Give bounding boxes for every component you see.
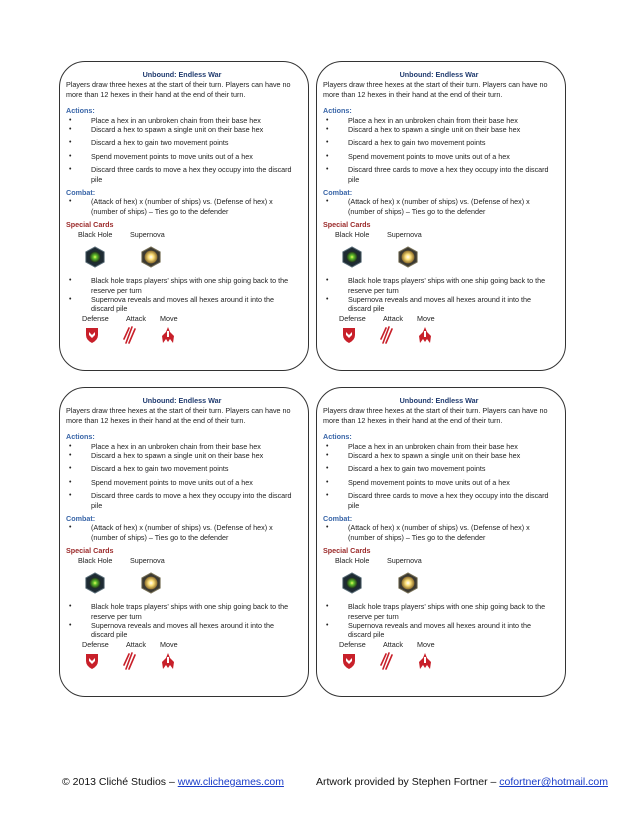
defense-label: Defense <box>82 313 109 323</box>
bullet: • <box>326 478 329 486</box>
move-label: Move <box>417 313 435 323</box>
special-item <box>323 602 555 621</box>
supernova-label: Supernova <box>130 555 165 565</box>
combat-heading: Combat: <box>66 188 96 198</box>
bullet: • <box>69 603 72 611</box>
claw-icon <box>122 652 138 670</box>
stat-icons <box>66 651 298 671</box>
bullet: • <box>69 442 72 450</box>
action-text: Place a hex in an unbroken chain from their base hex <box>91 441 261 451</box>
claw-icon <box>379 326 395 344</box>
stat-labels <box>323 314 555 323</box>
action-text: Place a hex in an unbroken chain from their base hex <box>348 115 518 125</box>
bullet: • <box>326 442 329 450</box>
bullet: • <box>326 492 329 500</box>
action-item <box>66 165 298 184</box>
black-hole-icon <box>84 572 106 594</box>
bullet: • <box>69 166 72 174</box>
card-intro: Players draw three hexes at the start of their turn. Players can have no more than 12 hexes in their hand at the end of their turn. <box>323 406 548 425</box>
black-hole-label: Black Hole <box>78 229 113 239</box>
move-label: Move <box>160 639 178 649</box>
move-label: Move <box>417 639 435 649</box>
special-text: Black hole traps players’ ships with one ship going back to the reserve per turn <box>348 276 546 295</box>
combat-text: (Attack of hex) x (number of ships) vs. (Defense of hex) x (number of ships) – Ties go to the defender <box>348 523 530 542</box>
action-item <box>323 138 555 147</box>
special-heading: Special Cards <box>66 546 114 556</box>
card-title: Unbound: Endless War <box>399 396 479 405</box>
defense-label: Defense <box>82 639 109 649</box>
card-intro: Players draw three hexes at the start of their turn. Players can have no more than 12 hexes in their hand at the end of their turn. <box>66 80 291 99</box>
shield-icon <box>341 652 357 670</box>
studio-link[interactable]: www.clichegames.com <box>177 776 284 788</box>
action-text: Discard a hex to spawn a single unit on their base hex <box>91 125 264 135</box>
bullet: • <box>69 492 72 500</box>
action-text: Discard three cards to move a hex they occupy into the discard pile <box>348 165 549 184</box>
combat-item <box>66 523 298 542</box>
stat-icons <box>323 651 555 671</box>
special-labels <box>66 556 298 565</box>
combat-text: (Attack of hex) x (number of ships) vs. (Defense of hex) x (number of ships) – Ties go to the defender <box>91 523 273 542</box>
action-text: Discard three cards to move a hex they occupy into the discard pile <box>348 491 549 510</box>
black-hole-label: Black Hole <box>335 229 370 239</box>
claw-icon <box>122 326 138 344</box>
special-heading: Special Cards <box>323 546 371 556</box>
special-item <box>66 621 298 640</box>
special-text: Supernova reveals and moves all hexes around it into the discard pile <box>348 620 531 640</box>
bullet: • <box>326 295 329 303</box>
shield-icon <box>84 326 100 344</box>
bullet: • <box>326 126 329 134</box>
action-text: Discard a hex to gain two movement points <box>348 138 486 148</box>
action-text: Discard a hex to gain two movement points <box>91 464 229 474</box>
special-hexes <box>66 243 298 271</box>
bullet: • <box>326 277 329 285</box>
action-item <box>323 491 555 510</box>
combat-text: (Attack of hex) x (number of ships) vs. (Defense of hex) x (number of ships) – Ties go to the defender <box>91 197 273 216</box>
supernova-label: Supernova <box>387 555 422 565</box>
bullet: • <box>326 524 329 532</box>
special-text: Black hole traps players’ ships with one ship going back to the reserve per turn <box>91 276 289 295</box>
bullet: • <box>326 116 329 124</box>
rules-card <box>316 387 566 697</box>
shield-icon <box>341 326 357 344</box>
actions-heading: Actions: <box>66 432 95 442</box>
special-labels <box>323 556 555 565</box>
stat-icons <box>66 325 298 345</box>
shield-icon <box>84 652 100 670</box>
action-text: Spend movement points to move units out of a hex <box>348 477 510 487</box>
action-text: Spend movement points to move units out of a hex <box>348 151 510 161</box>
bullet: • <box>326 166 329 174</box>
combat-text: (Attack of hex) x (number of ships) vs. (Defense of hex) x (number of ships) – Ties go to the defender <box>348 197 530 216</box>
action-text: Spend movement points to move units out of a hex <box>91 477 253 487</box>
combat-heading: Combat: <box>323 188 353 198</box>
bullet: • <box>69 465 72 473</box>
bullet: • <box>326 198 329 206</box>
bullet: • <box>326 621 329 629</box>
rules-card <box>59 387 309 697</box>
supernova-icon <box>140 572 162 594</box>
special-heading: Special Cards <box>323 220 371 230</box>
action-text: Discard a hex to spawn a single unit on their base hex <box>348 451 521 461</box>
supernova-icon <box>140 246 162 268</box>
attack-label: Attack <box>383 639 403 649</box>
defense-label: Defense <box>339 639 366 649</box>
action-item <box>66 451 298 460</box>
attack-label: Attack <box>383 313 403 323</box>
card-intro: Players draw three hexes at the start of their turn. Players can have no more than 12 hexes in their hand at the end of their turn. <box>66 406 291 425</box>
special-item <box>323 295 555 314</box>
ship-icon <box>160 326 176 344</box>
stat-labels <box>323 640 555 649</box>
bullet: • <box>69 139 72 147</box>
actions-heading: Actions: <box>66 106 95 116</box>
action-text: Place a hex in an unbroken chain from their base hex <box>348 441 518 451</box>
card-title: Unbound: Endless War <box>399 70 479 79</box>
bullet: • <box>69 198 72 206</box>
bullet: • <box>326 603 329 611</box>
black-hole-label: Black Hole <box>78 555 113 565</box>
action-text: Discard a hex to spawn a single unit on their base hex <box>91 451 264 461</box>
action-text: Discard three cards to move a hex they occupy into the discard pile <box>91 165 292 184</box>
supernova-icon <box>397 572 419 594</box>
action-item <box>66 464 298 473</box>
action-text: Discard a hex to gain two movement points <box>348 464 486 474</box>
attack-label: Attack <box>126 313 146 323</box>
action-item <box>323 165 555 184</box>
combat-item <box>323 197 555 216</box>
special-hexes <box>323 243 555 271</box>
special-labels <box>66 230 298 239</box>
action-text: Discard a hex to gain two movement points <box>91 138 229 148</box>
bullet: • <box>69 524 72 532</box>
card-title: Unbound: Endless War <box>142 70 222 79</box>
action-text: Discard a hex to spawn a single unit on their base hex <box>348 125 521 135</box>
special-item <box>323 621 555 640</box>
bullet: • <box>69 277 72 285</box>
action-text: Spend movement points to move units out of a hex <box>91 151 253 161</box>
footer-artwork-credit <box>316 776 608 788</box>
special-item <box>66 602 298 621</box>
copyright-text: © 2013 Cliché Studios – <box>62 776 178 788</box>
action-item <box>66 125 298 134</box>
special-hexes <box>66 569 298 597</box>
bullet: • <box>69 126 72 134</box>
special-text: Supernova reveals and moves all hexes around it into the discard pile <box>91 294 274 314</box>
actions-heading: Actions: <box>323 432 352 442</box>
action-item <box>66 152 298 161</box>
combat-item <box>66 197 298 216</box>
action-item <box>66 116 298 125</box>
stat-labels <box>66 640 298 649</box>
rules-card <box>59 61 309 371</box>
move-label: Move <box>160 313 178 323</box>
artwork-credit-text: Artwork provided by Stephen Fortner – <box>316 776 500 788</box>
bullet: • <box>69 116 72 124</box>
combat-item <box>323 523 555 542</box>
bullet: • <box>69 152 72 160</box>
black-hole-label: Black Hole <box>335 555 370 565</box>
black-hole-icon <box>84 246 106 268</box>
action-item <box>323 442 555 451</box>
special-heading: Special Cards <box>66 220 114 230</box>
action-item <box>323 451 555 460</box>
action-item <box>66 442 298 451</box>
bullet: • <box>326 152 329 160</box>
claw-icon <box>379 652 395 670</box>
bullet: • <box>69 478 72 486</box>
stat-icons <box>323 325 555 345</box>
footer-copyright <box>62 776 284 788</box>
special-hexes <box>323 569 555 597</box>
ship-icon <box>417 652 433 670</box>
supernova-label: Supernova <box>387 229 422 239</box>
bullet: • <box>326 139 329 147</box>
stat-labels <box>66 314 298 323</box>
special-item <box>66 276 298 295</box>
action-item <box>323 464 555 473</box>
action-item <box>66 478 298 487</box>
special-item <box>66 295 298 314</box>
attack-label: Attack <box>126 639 146 649</box>
action-text: Discard three cards to move a hex they occupy into the discard pile <box>91 491 292 510</box>
bullet: • <box>326 465 329 473</box>
special-text: Black hole traps players’ ships with one ship going back to the reserve per turn <box>91 602 289 621</box>
supernova-icon <box>397 246 419 268</box>
bullet: • <box>69 621 72 629</box>
black-hole-icon <box>341 246 363 268</box>
action-item <box>66 138 298 147</box>
bullet: • <box>69 295 72 303</box>
action-item <box>323 152 555 161</box>
special-text: Supernova reveals and moves all hexes around it into the discard pile <box>348 294 531 314</box>
supernova-label: Supernova <box>130 229 165 239</box>
artist-email-link[interactable]: cofortner@hotmail.com <box>499 776 608 788</box>
card-title: Unbound: Endless War <box>142 396 222 405</box>
black-hole-icon <box>341 572 363 594</box>
bullet: • <box>326 452 329 460</box>
action-item <box>323 478 555 487</box>
action-text: Place a hex in an unbroken chain from their base hex <box>91 115 261 125</box>
special-text: Supernova reveals and moves all hexes around it into the discard pile <box>91 620 274 640</box>
card-intro: Players draw three hexes at the start of their turn. Players can have no more than 12 hexes in their hand at the end of their turn. <box>323 80 548 99</box>
rules-card <box>316 61 566 371</box>
ship-icon <box>417 326 433 344</box>
actions-heading: Actions: <box>323 106 352 116</box>
defense-label: Defense <box>339 313 366 323</box>
special-text: Black hole traps players’ ships with one ship going back to the reserve per turn <box>348 602 546 621</box>
action-item <box>323 125 555 134</box>
bullet: • <box>69 452 72 460</box>
action-item <box>323 116 555 125</box>
combat-heading: Combat: <box>66 514 96 524</box>
special-labels <box>323 230 555 239</box>
ship-icon <box>160 652 176 670</box>
special-item <box>323 276 555 295</box>
combat-heading: Combat: <box>323 514 353 524</box>
action-item <box>66 491 298 510</box>
